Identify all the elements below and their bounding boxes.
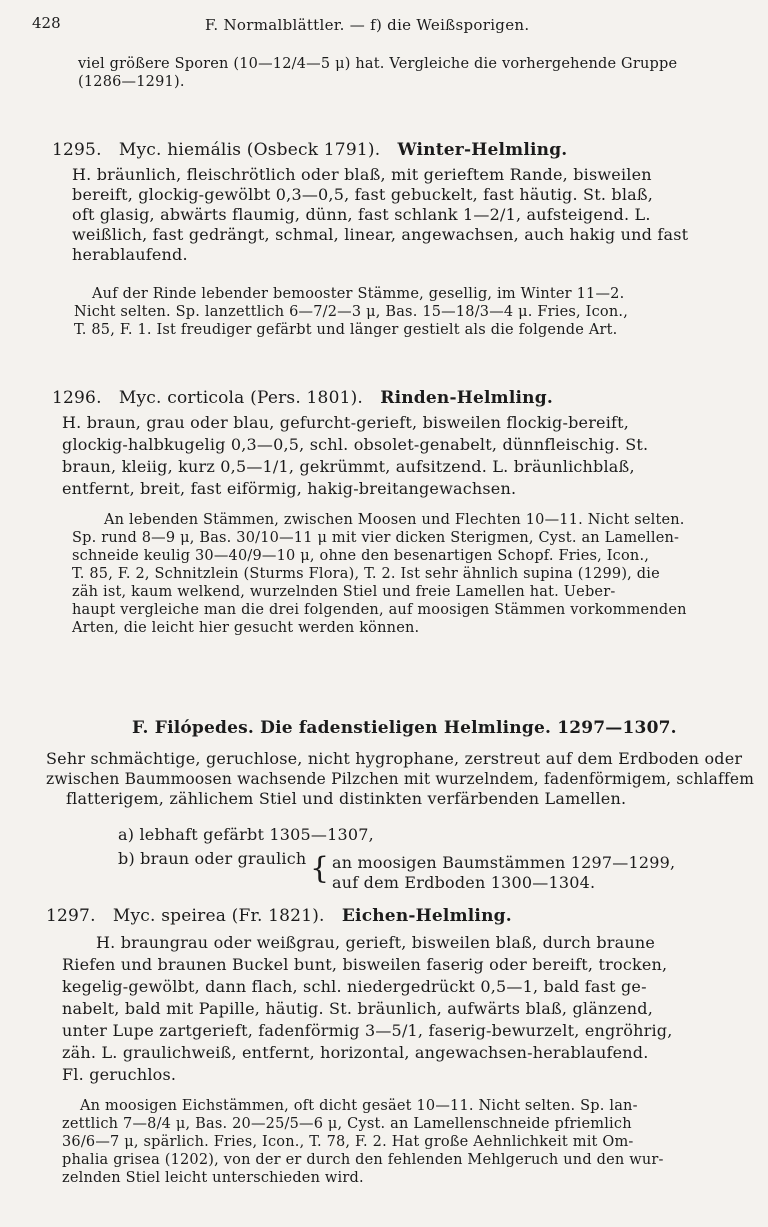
- note-line: An moosigen Eichstämmen, oft dicht gesäet 10—11. Nicht selten. Sp. lan-: [80, 1098, 638, 1114]
- description-line: nabelt, bald mit Papille, häutig. St. bräunlich, aufwärts blaß, glänzend,: [62, 999, 653, 1018]
- entry-heading-1296: [52, 388, 553, 408]
- description-line: zäh. L. graulichweiß, entfernt, horizontal, angewachsen-herablaufend.: [62, 1043, 649, 1062]
- key-option-b1: an moosigen Baumstämmen 1297—1299,: [332, 853, 676, 872]
- description-line: herablaufend.: [72, 245, 188, 264]
- entry-number: 1297.: [46, 906, 96, 926]
- note-line: 36/6—7 μ, spärlich. Fries, Icon., T. 78, F. 2. Hat große Aehnlichkeit mit Om-: [62, 1134, 634, 1150]
- species-name: Myc. speirea (Fr. 1821).: [112, 906, 325, 926]
- section-heading: F. Filópedes. Die fadenstieligen Helmlinge. 1297—1307.: [132, 718, 677, 738]
- species-name: Myc. corticola (Pers. 1801).: [118, 388, 364, 408]
- common-name: Eichen-Helmling.: [341, 906, 512, 926]
- section-intro-line: zwischen Baummoosen wachsende Pilzchen mit wurzelndem, fadenförmigem, schlaffem: [46, 769, 755, 788]
- description-line: entfernt, breit, fast eiförmig, hakig-breitangewachsen.: [62, 479, 517, 498]
- description-line: braun, kleiig, kurz 0,5—1/1, gekrümmt, aufsitzend. L. bräunlichblaß,: [62, 457, 635, 476]
- note-line: An lebenden Stämmen, zwischen Moosen und Flechten 10—11. Nicht selten.: [104, 512, 685, 528]
- entry-heading-1295: [52, 140, 567, 160]
- description-line: unter Lupe zartgerieft, fadenförmig 3—5/1, faserig-bewurzelt, engröhrig,: [62, 1021, 673, 1040]
- note-line: Nicht selten. Sp. lanzettlich 6—7/2—3 μ, Bas. 15—18/3—4 μ. Fries, Icon.,: [74, 304, 629, 320]
- description-line: Fl. geruchlos.: [62, 1065, 177, 1084]
- note-line: Auf der Rinde lebender bemooster Stämme, gesellig, im Winter 11—2.: [92, 286, 625, 302]
- brace-glyph: {: [310, 851, 330, 886]
- common-name: Winter-Helmling.: [397, 140, 568, 160]
- note-line: Sp. rund 8—9 μ, Bas. 30/10—11 μ mit vier dicken Sterigmen, Cyst. an Lamellen-: [72, 530, 680, 546]
- entry-number: 1295.: [52, 140, 102, 160]
- note-line: zelnden Stiel leicht unterschieden wird.: [62, 1170, 364, 1186]
- description-line: weißlich, fast gedrängt, schmal, linear, angewachsen, auch hakig und fast: [72, 225, 689, 244]
- running-title: F. Normalblättler. — f) die Weißsporigen.: [205, 16, 530, 34]
- intro-line: (1286—1291).: [78, 74, 185, 90]
- note-line: zäh ist, kaum welkend, wurzelnden Stiel und freie Lamellen hat. Ueber-: [72, 584, 616, 600]
- key-option-b: b) braun oder graulich: [118, 849, 307, 868]
- note-line: phalia grisea (1202), von der er durch den fehlenden Mehlgeruch und den wur-: [62, 1152, 664, 1168]
- description-line: kegelig-gewölbt, dann flach, schl. niedergedrückt 0,5—1, bald fast ge-: [62, 977, 647, 996]
- description-line: oft glasig, abwärts flaumig, dünn, fast schlank 1—2/1, aufsteigend. L.: [72, 205, 651, 224]
- note-line: schneide keulig 30—40/9—10 μ, ohne den besenartigen Schopf. Fries, Icon.,: [72, 548, 650, 564]
- description-line: H. bräunlich, fleischrötlich oder blaß, mit gerieftem Rande, bisweilen: [72, 165, 652, 184]
- note-line: T. 85, F. 1. Ist freudiger gefärbt und länger gestielt als die folgende Art.: [74, 322, 618, 338]
- description-line: Riefen und braunen Buckel bunt, bisweilen faserig oder bereift, trocken,: [62, 955, 668, 974]
- description-line: bereift, glockig-gewölbt 0,3—0,5, fast gebuckelt, fast häutig. St. blaß,: [72, 185, 654, 204]
- note-line: haupt vergleiche man die drei folgenden, auf moosigen Stämmen vorkommenden: [72, 602, 687, 618]
- intro-line: viel größere Sporen (10—12/4—5 μ) hat. Vergleiche die vorhergehende Gruppe: [78, 56, 678, 72]
- page-number: 428: [32, 14, 61, 32]
- note-line: Arten, die leicht hier gesucht werden können.: [72, 620, 420, 636]
- section-intro-line: Sehr schmächtige, geruchlose, nicht hygrophane, zerstreut auf dem Erdboden oder: [46, 749, 743, 768]
- key-option-a: a) lebhaft gefärbt 1305—1307,: [118, 825, 374, 844]
- note-line: T. 85, F. 2, Schnitzlein (Sturms Flora), T. 2. Ist sehr ähnlich supina (1299), die: [72, 566, 660, 582]
- entry-heading-1297: [46, 906, 512, 926]
- section-intro-line: flatterigem, zählichem Stiel und distinkten verfärbenden Lamellen.: [66, 789, 627, 808]
- description-line: H. braun, grau oder blau, gefurcht-gerieft, bisweilen flockig-bereift,: [62, 413, 630, 432]
- key-option-b2: auf dem Erdboden 1300—1304.: [332, 873, 596, 892]
- species-name: Myc. hiemális (Osbeck 1791).: [118, 140, 381, 160]
- entry-number: 1296.: [52, 388, 102, 408]
- description-line: glockig-halbkugelig 0,3—0,5, schl. obsolet-genabelt, dünnfleischig. St.: [62, 435, 649, 454]
- common-name: Rinden-Helmling.: [380, 388, 553, 408]
- description-line: H. braungrau oder weißgrau, gerieft, bisweilen blaß, durch braune: [96, 933, 656, 952]
- note-line: zettlich 7—8/4 μ, Bas. 20—25/5—6 μ, Cyst. an Lamellenschneide pfriemlich: [62, 1116, 632, 1132]
